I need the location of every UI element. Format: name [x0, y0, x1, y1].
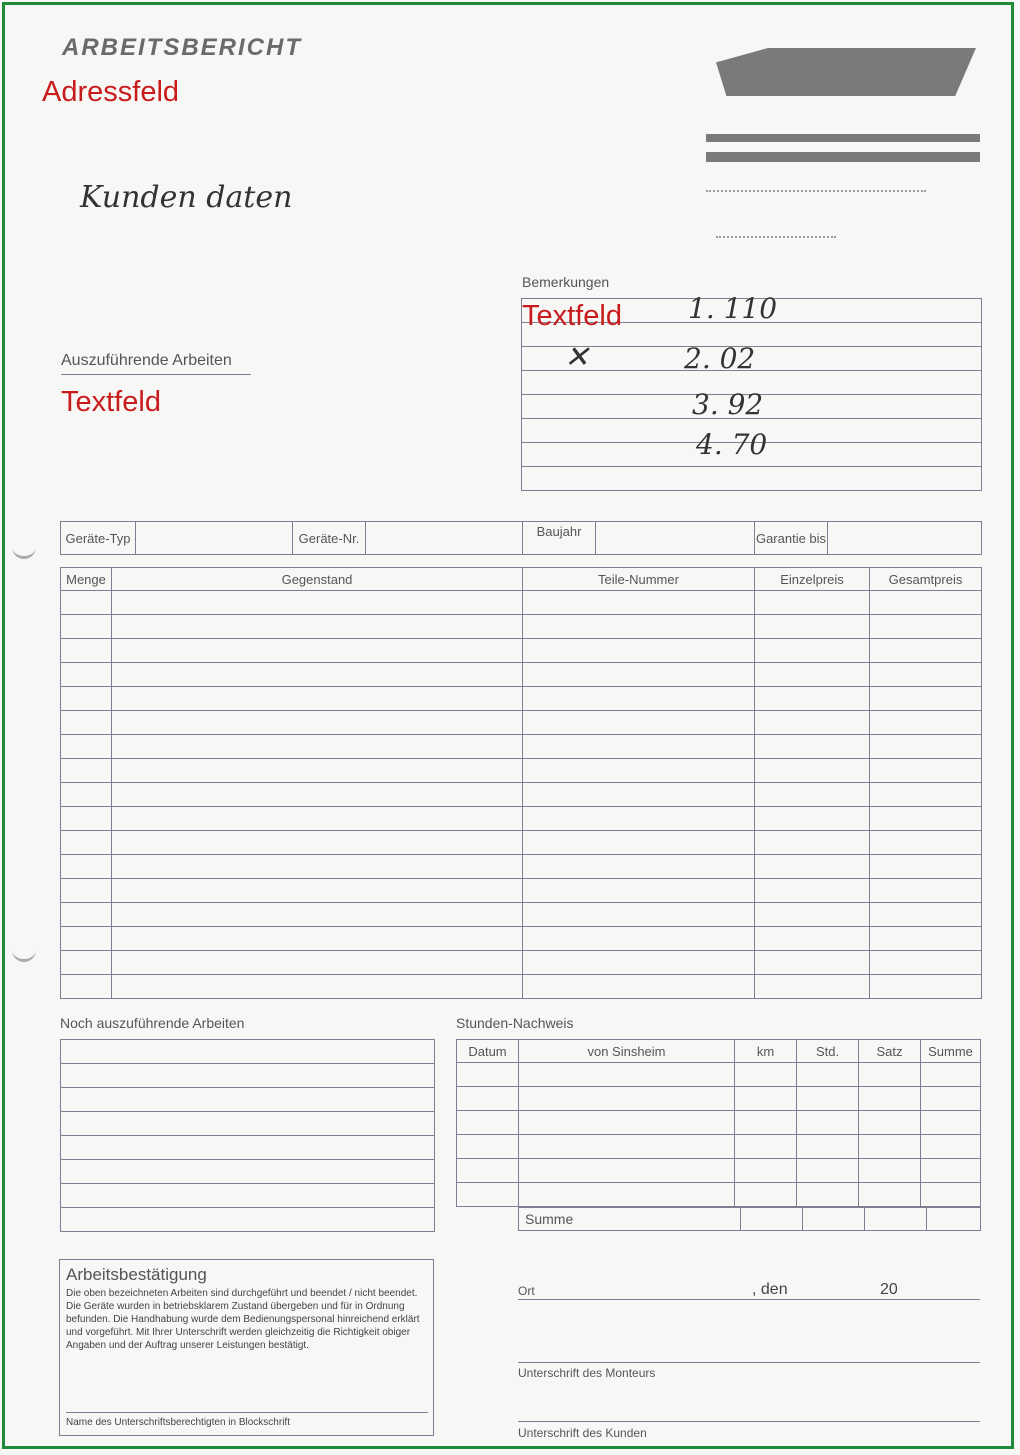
- table-cell[interactable]: [755, 951, 870, 975]
- name-line[interactable]: [66, 1412, 428, 1413]
- table-cell[interactable]: [61, 735, 112, 759]
- table-row: [61, 615, 982, 639]
- table-cell[interactable]: [519, 1111, 735, 1135]
- table-cell[interactable]: [870, 927, 982, 951]
- col-date: Datum: [457, 1040, 519, 1063]
- table-row: [457, 1159, 981, 1183]
- table-cell[interactable]: [112, 807, 523, 831]
- table-cell[interactable]: [61, 807, 112, 831]
- table-cell[interactable]: [61, 615, 112, 639]
- table-cell[interactable]: [523, 927, 755, 951]
- table-cell[interactable]: [61, 903, 112, 927]
- table-cell[interactable]: [523, 759, 755, 783]
- table-cell[interactable]: [921, 1135, 981, 1159]
- table-cell[interactable]: [112, 951, 523, 975]
- table-cell[interactable]: [523, 591, 755, 615]
- table-cell[interactable]: [735, 1111, 797, 1135]
- table-cell[interactable]: [112, 759, 523, 783]
- company-logo: [706, 40, 986, 260]
- sum-total[interactable]: [927, 1208, 981, 1231]
- table-cell[interactable]: [523, 711, 755, 735]
- table-cell[interactable]: [797, 1135, 859, 1159]
- warranty-field[interactable]: [828, 522, 982, 555]
- handwritten-customer-data: Kunden daten: [80, 180, 293, 215]
- table-row: [457, 1063, 981, 1087]
- table-cell[interactable]: [519, 1087, 735, 1111]
- year-prefix: 20: [880, 1281, 898, 1298]
- table-cell[interactable]: [519, 1063, 735, 1087]
- table-cell[interactable]: [755, 591, 870, 615]
- table-cell[interactable]: [61, 759, 112, 783]
- table-row: [61, 831, 982, 855]
- table-cell[interactable]: [61, 687, 112, 711]
- table-cell[interactable]: [755, 639, 870, 663]
- table-cell[interactable]: [457, 1159, 519, 1183]
- table-cell[interactable]: [921, 1183, 981, 1207]
- device-type-field[interactable]: [136, 522, 293, 555]
- table-cell[interactable]: [61, 711, 112, 735]
- table-cell[interactable]: [755, 927, 870, 951]
- table-row: [61, 1208, 435, 1232]
- table-row: [457, 1111, 981, 1135]
- table-row: [61, 663, 982, 687]
- table-cell[interactable]: [523, 663, 755, 687]
- table-cell[interactable]: [870, 591, 982, 615]
- table-row: [61, 783, 982, 807]
- table-cell[interactable]: [112, 975, 523, 999]
- confirmation-box: [59, 1259, 434, 1436]
- table-cell[interactable]: [112, 639, 523, 663]
- col-item: Gegenstand: [112, 568, 523, 591]
- col-km: km: [735, 1040, 797, 1063]
- table-cell[interactable]: [519, 1159, 735, 1183]
- table-cell[interactable]: [755, 831, 870, 855]
- tasks-placeholder: Textfeld: [61, 386, 161, 418]
- table-cell[interactable]: [61, 1160, 435, 1184]
- sum-hours[interactable]: [803, 1208, 865, 1231]
- hours-table: [456, 1039, 981, 1207]
- table-cell[interactable]: [859, 1111, 921, 1135]
- table-cell[interactable]: [61, 591, 112, 615]
- warranty-label: Garantie bis: [755, 522, 828, 555]
- table-cell[interactable]: [859, 1159, 921, 1183]
- table-cell[interactable]: [523, 975, 755, 999]
- table-cell[interactable]: [112, 735, 523, 759]
- technician-signature-line[interactable]: [518, 1362, 980, 1363]
- table-cell[interactable]: [61, 927, 112, 951]
- table-cell[interactable]: [61, 1208, 435, 1232]
- table-cell[interactable]: [112, 879, 523, 903]
- table-row: [61, 639, 982, 663]
- table-cell[interactable]: [921, 1159, 981, 1183]
- table-row: [61, 759, 982, 783]
- pending-table: [60, 1039, 435, 1232]
- table-cell[interactable]: [921, 1063, 981, 1087]
- table-cell[interactable]: [523, 879, 755, 903]
- year-label: Baujahr: [523, 522, 596, 555]
- remarks-placeholder: Textfeld: [522, 300, 622, 332]
- table-cell[interactable]: [859, 1135, 921, 1159]
- table-cell[interactable]: [755, 855, 870, 879]
- table-cell[interactable]: [797, 1159, 859, 1183]
- sum-rate[interactable]: [865, 1208, 927, 1231]
- table-row: [61, 807, 982, 831]
- table-cell[interactable]: [112, 831, 523, 855]
- table-cell[interactable]: [870, 783, 982, 807]
- col-rate: Satz: [859, 1040, 921, 1063]
- table-cell[interactable]: [755, 903, 870, 927]
- table-cell[interactable]: [112, 903, 523, 927]
- table-cell[interactable]: [112, 855, 523, 879]
- table-cell[interactable]: [755, 807, 870, 831]
- table-cell[interactable]: [523, 807, 755, 831]
- table-cell[interactable]: [870, 903, 982, 927]
- table-row: [61, 951, 982, 975]
- table-cell[interactable]: [797, 1111, 859, 1135]
- table-cell[interactable]: [859, 1183, 921, 1207]
- table-cell[interactable]: [61, 1136, 435, 1160]
- parts-table: [60, 567, 982, 999]
- table-cell[interactable]: [870, 975, 982, 999]
- table-cell[interactable]: [523, 615, 755, 639]
- table-cell[interactable]: [870, 879, 982, 903]
- table-row: [457, 1087, 981, 1111]
- table-cell[interactable]: [755, 711, 870, 735]
- table-cell[interactable]: [870, 831, 982, 855]
- table-cell[interactable]: [870, 663, 982, 687]
- col-route: von Sinsheim: [519, 1040, 735, 1063]
- technician-signature-label: Unterschrift des Monteurs: [518, 1366, 656, 1380]
- table-cell[interactable]: [61, 1112, 435, 1136]
- confirmation-text: Die oben bezeichneten Arbeiten sind durchgeführt und beendet / nicht beendet. Die Geräte wurden in betriebsklarem Zustand übergeben und für in Ordnung befunden. Die Handhabung wurde dem Bedienungspersonal hinreichend erklärt und vorgeführt. Mit Ihrer Unterschrift werden gleichzeitig die Richtigkeit obiger Angaben und der Auftrag unserer Leistungen bestätigt.: [66, 1288, 420, 1351]
- table-cell[interactable]: [859, 1087, 921, 1111]
- sum-km[interactable]: [741, 1208, 803, 1231]
- table-cell[interactable]: [523, 903, 755, 927]
- handwritten-remark-2: 2. 02: [684, 342, 756, 375]
- table-cell[interactable]: [457, 1063, 519, 1087]
- table-cell[interactable]: [755, 975, 870, 999]
- table-row: [61, 711, 982, 735]
- table-row: [457, 1183, 981, 1207]
- table-cell[interactable]: [870, 807, 982, 831]
- table-cell[interactable]: [859, 1063, 921, 1087]
- table-cell[interactable]: [870, 687, 982, 711]
- table-cell[interactable]: [735, 1135, 797, 1159]
- table-cell[interactable]: [755, 759, 870, 783]
- device-type-label: Geräte-Typ: [61, 522, 136, 555]
- table-cell[interactable]: [797, 1063, 859, 1087]
- table-cell[interactable]: [61, 663, 112, 687]
- table-cell[interactable]: [61, 879, 112, 903]
- table-cell[interactable]: [112, 591, 523, 615]
- table-row: [61, 903, 982, 927]
- place-date-line[interactable]: [518, 1299, 980, 1300]
- device-info-table: [60, 521, 982, 555]
- col-total-price: Gesamtpreis: [870, 568, 982, 591]
- col-unit-price: Einzelpreis: [755, 568, 870, 591]
- table-cell[interactable]: [755, 879, 870, 903]
- table-cell[interactable]: [870, 951, 982, 975]
- col-sum: Summe: [921, 1040, 981, 1063]
- handwritten-cross-mark: ✕: [564, 340, 590, 375]
- table-cell[interactable]: [519, 1183, 735, 1207]
- document-title: ARBEITSBERICHT: [62, 34, 303, 61]
- table-cell[interactable]: [921, 1111, 981, 1135]
- table-cell[interactable]: [735, 1183, 797, 1207]
- table-cell[interactable]: [61, 639, 112, 663]
- table-row: [61, 687, 982, 711]
- hours-sum-label: Summe: [519, 1208, 741, 1231]
- place-label: Ort: [518, 1284, 535, 1298]
- table-row: [61, 927, 982, 951]
- hours-label: Stunden-Nachweis: [456, 1015, 574, 1031]
- table-cell[interactable]: [755, 687, 870, 711]
- table-cell[interactable]: [523, 735, 755, 759]
- table-cell[interactable]: [870, 759, 982, 783]
- table-cell[interactable]: [112, 615, 523, 639]
- table-cell[interactable]: [735, 1159, 797, 1183]
- table-row: [61, 879, 982, 903]
- handwritten-remark-3: 3. 92: [692, 388, 764, 421]
- table-cell[interactable]: [755, 663, 870, 687]
- table-cell[interactable]: [755, 735, 870, 759]
- table-row: [61, 1184, 435, 1208]
- table-cell[interactable]: [523, 831, 755, 855]
- col-part-number: Teile-Nummer: [523, 568, 755, 591]
- table-cell[interactable]: [755, 783, 870, 807]
- table-cell[interactable]: [112, 687, 523, 711]
- table-cell[interactable]: [61, 951, 112, 975]
- table-row: [61, 1136, 435, 1160]
- date-label: , den: [752, 1281, 788, 1298]
- device-number-field[interactable]: [366, 522, 523, 555]
- table-cell[interactable]: [755, 615, 870, 639]
- table-cell[interactable]: [797, 1183, 859, 1207]
- table-cell[interactable]: [870, 615, 982, 639]
- table-cell[interactable]: [61, 1088, 435, 1112]
- table-cell[interactable]: [870, 639, 982, 663]
- table-cell[interactable]: [112, 783, 523, 807]
- address-placeholder: Adressfeld: [42, 76, 180, 108]
- table-row: [61, 1160, 435, 1184]
- hours-sum-row: [518, 1207, 981, 1231]
- handwritten-remark-1: 1. 110: [688, 292, 778, 325]
- table-row: [457, 1135, 981, 1159]
- table-cell[interactable]: [61, 783, 112, 807]
- table-cell[interactable]: [523, 639, 755, 663]
- table-cell[interactable]: [61, 1040, 435, 1064]
- table-cell[interactable]: [457, 1111, 519, 1135]
- table-cell[interactable]: [61, 831, 112, 855]
- table-cell[interactable]: [921, 1087, 981, 1111]
- table-cell[interactable]: [457, 1135, 519, 1159]
- table-row: [61, 735, 982, 759]
- table-cell[interactable]: [735, 1087, 797, 1111]
- device-number-label: Geräte-Nr.: [293, 522, 366, 555]
- table-row: [61, 1064, 435, 1088]
- tasks-label: Auszuführende Arbeiten: [61, 352, 232, 369]
- table-cell[interactable]: [112, 927, 523, 951]
- table-cell[interactable]: [61, 1184, 435, 1208]
- table-cell[interactable]: [112, 711, 523, 735]
- table-row: [61, 1040, 435, 1064]
- table-cell[interactable]: [870, 735, 982, 759]
- table-row: [61, 591, 982, 615]
- table-cell[interactable]: [797, 1087, 859, 1111]
- table-cell[interactable]: [457, 1087, 519, 1111]
- table-cell[interactable]: [735, 1063, 797, 1087]
- table-row: [61, 1088, 435, 1112]
- col-hours: Std.: [797, 1040, 859, 1063]
- year-field[interactable]: [596, 522, 755, 555]
- pending-label: Noch auszuführende Arbeiten: [60, 1015, 245, 1031]
- confirmation-title: Arbeitsbestätigung: [66, 1265, 207, 1284]
- customer-signature-line[interactable]: [518, 1421, 980, 1422]
- tasks-underline: [61, 374, 251, 375]
- table-row: [61, 975, 982, 999]
- table-row: [61, 1112, 435, 1136]
- table-cell[interactable]: [523, 783, 755, 807]
- table-cell[interactable]: [523, 855, 755, 879]
- table-cell[interactable]: [61, 975, 112, 999]
- table-cell[interactable]: [519, 1135, 735, 1159]
- table-cell[interactable]: [870, 855, 982, 879]
- col-quantity: Menge: [61, 568, 112, 591]
- customer-signature-label: Unterschrift des Kunden: [518, 1426, 647, 1440]
- table-cell[interactable]: [61, 855, 112, 879]
- handwritten-remark-4: 4. 70: [696, 428, 768, 461]
- table-cell[interactable]: [61, 1064, 435, 1088]
- remarks-label: Bemerkungen: [522, 274, 610, 290]
- table-cell[interactable]: [112, 663, 523, 687]
- table-cell[interactable]: [870, 711, 982, 735]
- table-cell[interactable]: [523, 951, 755, 975]
- table-cell[interactable]: [457, 1183, 519, 1207]
- table-row: [61, 855, 982, 879]
- name-label: Name des Unterschriftsberechtigten in Blockschrift: [66, 1417, 290, 1428]
- table-cell[interactable]: [523, 687, 755, 711]
